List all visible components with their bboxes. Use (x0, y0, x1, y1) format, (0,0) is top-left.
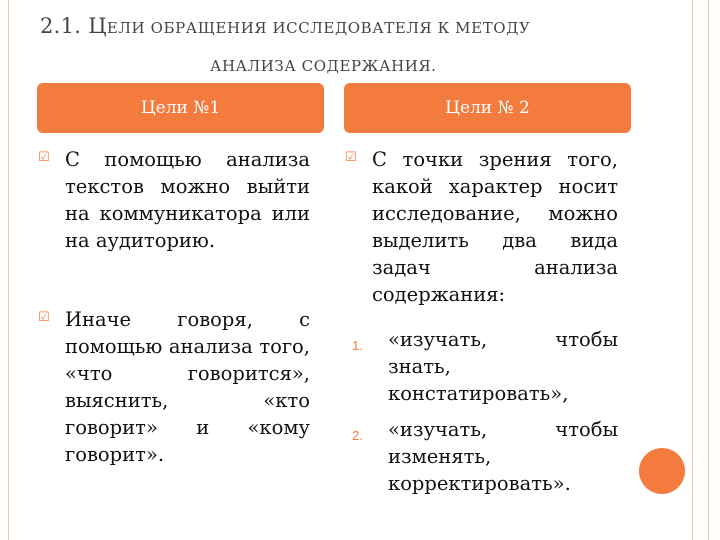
column-heading-goals-2: Цели № 2 (344, 83, 631, 133)
frame-line-left (8, 0, 9, 540)
title-capital: Ц (88, 14, 107, 38)
checkbox-bullet-icon: ☑ (38, 310, 50, 325)
col2-numbered-item-1: «изучать, чтобы знать, констатировать», (388, 328, 618, 405)
list-number-2: 2. (352, 428, 363, 443)
col2-numbered-item-2: «изучать, чтобы изменять, корректировать». (388, 418, 618, 495)
title-line1-text: ЕЛИ ОБРАЩЕНИЯ ИССЛЕДОВАТЕЛЯ К МЕТОДУ (106, 19, 531, 37)
checkbox-bullet-icon: ☑ (38, 150, 50, 165)
frame-line-right (692, 0, 693, 540)
frame-line-right-outer (708, 0, 709, 540)
title-line2-text: АНАЛИЗА СОДЕРЖАНИЯ. (210, 57, 437, 75)
col2-intro: С точки зрения того, какой характер носит исследование, можно выделить два вида задач анализа содержания: (372, 148, 618, 306)
column-heading-goals-1: Цели №1 (37, 83, 324, 133)
checkbox-bullet-icon: ☑ (345, 150, 357, 165)
decorative-circle (639, 448, 685, 494)
list-number-1: 1. (352, 338, 363, 353)
title-number: 2.1. (40, 14, 89, 38)
col1-item-1: С помощью анализа текстов можно выйти на коммуникатора или на аудиторию. (65, 148, 310, 252)
col1-item-2: Иначе говоря, с помощью анализа того, «что говорится», выяснить, «кто говорит» и «кому говорит». (65, 308, 310, 466)
